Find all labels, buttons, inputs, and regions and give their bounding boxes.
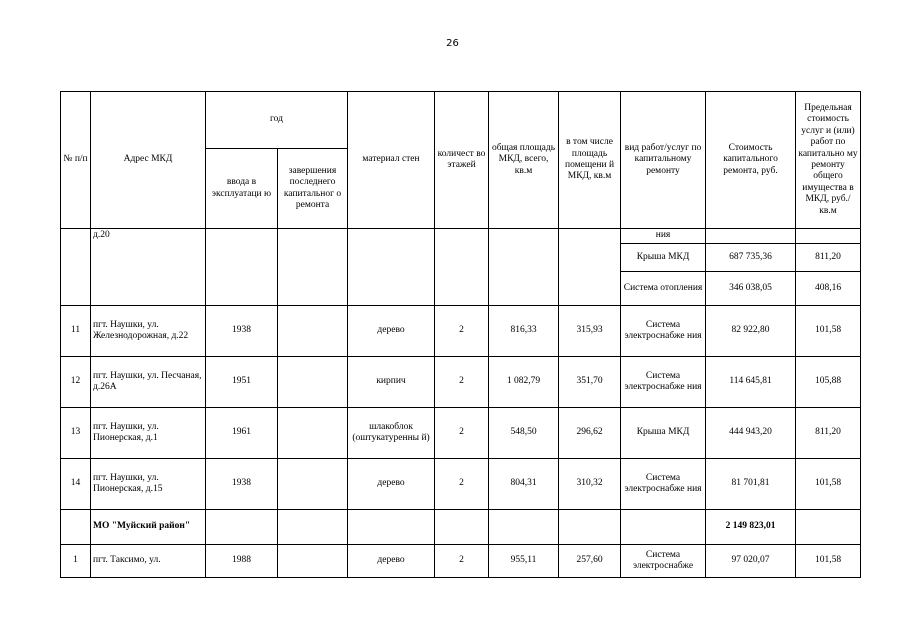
row-premises-area: 315,93 <box>559 306 621 357</box>
header-address: Адрес МКД <box>91 92 206 229</box>
row-total-area: 804,31 <box>489 459 559 510</box>
row-year: 1988 <box>206 545 278 578</box>
row-cost: 114 645,81 <box>706 357 796 408</box>
cont-heating-cost: 346 038,05 <box>706 272 796 306</box>
row-total-area: 548,50 <box>489 408 559 459</box>
row-num: 14 <box>61 459 91 510</box>
row-max: 105,88 <box>796 357 861 408</box>
row-address: пгт. Таксимо, ул. <box>91 545 206 578</box>
row-floors: 2 <box>435 408 489 459</box>
row-floors: 2 <box>435 545 489 578</box>
row-max: 101,58 <box>796 306 861 357</box>
row-total-area: 1 082,79 <box>489 357 559 408</box>
row-material: дерево <box>348 459 435 510</box>
row-floors: 2 <box>435 459 489 510</box>
row-material: дерево <box>348 545 435 578</box>
row-repair-year <box>278 306 348 357</box>
row-num: 1 <box>61 545 91 578</box>
table-row <box>61 306 861 357</box>
row-floors: 2 <box>435 357 489 408</box>
row-address: пгт. Наушки, ул. Пионерская, д.15 <box>91 459 206 510</box>
row-max: 101,58 <box>796 545 861 578</box>
row-repair-year <box>278 408 348 459</box>
row-premises-area: 257,60 <box>559 545 621 578</box>
row-premises-area: 351,70 <box>559 357 621 408</box>
row-work: Система электроснабже ния <box>621 459 706 510</box>
header-work-type: вид работ/услуг по капитальному ремонту <box>621 92 706 229</box>
row-material: дерево <box>348 306 435 357</box>
district-total: 2 149 823,01 <box>706 510 796 545</box>
cont-heating-work: Система отопления <box>621 272 706 306</box>
header-num: № п/п <box>61 92 91 229</box>
row-year: 1938 <box>206 459 278 510</box>
row-address: пгт. Наушки, ул. Пионерская, д.1 <box>91 408 206 459</box>
row-floors: 2 <box>435 306 489 357</box>
row-cost: 97 020,07 <box>706 545 796 578</box>
row-total-area: 955,11 <box>489 545 559 578</box>
cont-work-fragment: ния <box>621 229 706 244</box>
table-row <box>61 545 861 578</box>
row-cost: 82 922,80 <box>706 306 796 357</box>
header-premises-area: в том числе площадь помещени й МКД, кв.м <box>559 92 621 229</box>
row-num: 11 <box>61 306 91 357</box>
row-cost: 444 943,20 <box>706 408 796 459</box>
page-number: 26 <box>446 38 459 49</box>
capital-repair-table <box>60 91 861 578</box>
row-num: 13 <box>61 408 91 459</box>
row-premises-area: 310,32 <box>559 459 621 510</box>
row-address: пгт. Наушки, ул. Песчаная, д.26А <box>91 357 206 408</box>
row-address: пгт. Наушки, ул. Железнодорожная, д.22 <box>91 306 206 357</box>
row-max: 811,20 <box>796 408 861 459</box>
district-name: МО "Муйский район" <box>91 510 206 545</box>
row-repair-year <box>278 357 348 408</box>
row-material: шлакоблок (оштукатуренны й) <box>348 408 435 459</box>
header-cost: Стоимость капитального ремонта, руб. <box>706 92 796 229</box>
header-wall-material: материал стен <box>348 92 435 229</box>
header-max-cost: Предельная стоимость услуг и (или) работ по капитально му ремонту общего имущества в МКД, руб./кв.м <box>796 92 861 229</box>
header-year-last-repair: завершения последнего капитальног о ремонта <box>278 149 348 229</box>
table-row <box>61 459 861 510</box>
row-material: кирпич <box>348 357 435 408</box>
cont-roof-max: 811,20 <box>796 244 861 272</box>
row-work: Система электроснабже ния <box>621 357 706 408</box>
header-year-group: год <box>206 92 348 149</box>
cont-heating-max: 408,16 <box>796 272 861 306</box>
header-year-commission: ввода в эксплуатаци ю <box>206 149 278 229</box>
row-repair-year <box>278 459 348 510</box>
cont-roof-work: Крыша МКД <box>621 244 706 272</box>
table-row <box>61 229 861 244</box>
district-row <box>61 510 861 545</box>
row-premises-area: 296,62 <box>559 408 621 459</box>
header-floors: количест во этажей <box>435 92 489 229</box>
row-cost: 81 701,81 <box>706 459 796 510</box>
cont-address: д.20 <box>91 229 206 306</box>
table-row <box>61 408 861 459</box>
header-total-area: общая площадь МКД, всего, кв.м <box>489 92 559 229</box>
row-work: Система электроснабже <box>621 545 706 578</box>
row-total-area: 816,33 <box>489 306 559 357</box>
row-year: 1961 <box>206 408 278 459</box>
cont-roof-cost: 687 735,36 <box>706 244 796 272</box>
row-year: 1951 <box>206 357 278 408</box>
row-max: 101,58 <box>796 459 861 510</box>
table-row <box>61 357 861 408</box>
row-work: Крыша МКД <box>621 408 706 459</box>
row-year: 1938 <box>206 306 278 357</box>
row-work: Система электроснабже ния <box>621 306 706 357</box>
row-num: 12 <box>61 357 91 408</box>
